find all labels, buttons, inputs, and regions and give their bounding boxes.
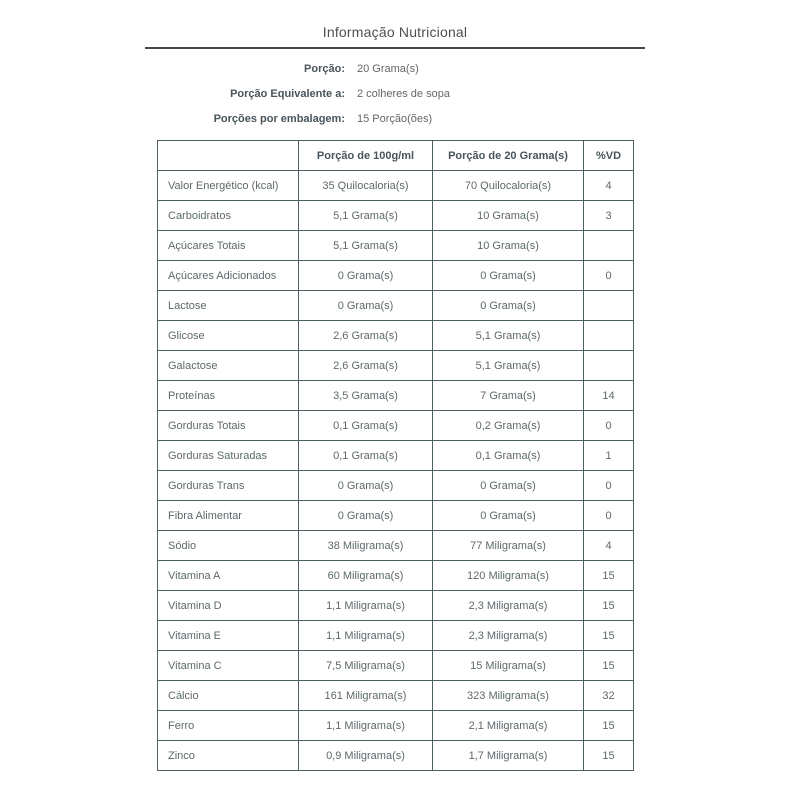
nutrient-name-cell: Proteínas [158,381,299,411]
table-row [158,651,634,681]
nutrient-name-cell: Zinco [158,741,299,771]
nutrient-name-cell: Vitamina A [158,561,299,591]
table-row [158,291,634,321]
table-row [158,351,634,381]
nutrient-value-cell: 15 [584,591,634,621]
nutrient-value-cell: 2,3 Miligrama(s) [433,621,584,651]
nutrient-value-cell: 5,1 Grama(s) [433,321,584,351]
nutrient-value-cell [584,351,634,381]
nutrient-value-cell: 15 [584,561,634,591]
nutrient-value-cell: 7,5 Miligrama(s) [299,651,433,681]
serving-row-equivalent [0,88,800,101]
nutrient-value-cell: 10 Grama(s) [433,231,584,261]
table-row [158,621,634,651]
nutrient-name-cell: Glicose [158,321,299,351]
nutrient-name-cell: Vitamina D [158,591,299,621]
table-row [158,501,634,531]
title-divider [145,47,645,49]
nutrient-name-cell: Carboidratos [158,201,299,231]
servings-per-package-label: Porções por embalagem: [213,113,345,125]
nutrient-value-cell: 15 [584,741,634,771]
nutrient-value-cell: 15 Miligrama(s) [433,651,584,681]
nutrient-value-cell [584,321,634,351]
nutrient-name-cell: Fibra Alimentar [158,501,299,531]
nutrient-value-cell: 0,1 Grama(s) [299,411,433,441]
nutrition-table [157,140,634,771]
nutrient-value-cell: 1,1 Miligrama(s) [299,621,433,651]
nutrient-value-cell: 1 [584,441,634,471]
table-row [158,591,634,621]
table-row [158,411,634,441]
nutrient-value-cell: 15 [584,651,634,681]
nutrient-value-cell: 1,1 Miligrama(s) [299,591,433,621]
nutrient-value-cell: 323 Miligrama(s) [433,681,584,711]
nutrient-name-cell: Gorduras Trans [158,471,299,501]
nutrient-value-cell: 0,9 Miligrama(s) [299,741,433,771]
nutrient-name-cell: Açúcares Adicionados [158,261,299,291]
nutrient-value-cell: 38 Miligrama(s) [299,531,433,561]
nutrient-value-cell: 0,2 Grama(s) [433,411,584,441]
nutrient-value-cell: 0 Grama(s) [433,261,584,291]
nutrient-value-cell: 0 [584,471,634,501]
serving-equivalent-label: Porção Equivalente a: [230,88,345,100]
nutrient-value-cell: 2,1 Miligrama(s) [433,711,584,741]
table-row [158,171,634,201]
column-header-per-100g: Porção de 100g/ml [299,141,433,171]
nutrient-value-cell: 0 [584,501,634,531]
nutrition-table-body [158,171,634,771]
nutrient-value-cell: 0 Grama(s) [299,291,433,321]
serving-portion-value: 20 Grama(s) [357,63,419,75]
nutrient-value-cell: 1,1 Miligrama(s) [299,711,433,741]
serving-row-per-package [0,113,800,126]
page-title: Informação Nutricional [322,24,468,40]
nutrient-value-cell: 15 [584,711,634,741]
nutrient-value-cell: 3,5 Grama(s) [299,381,433,411]
nutrient-name-cell: Vitamina C [158,651,299,681]
nutrient-name-cell: Gorduras Totais [158,411,299,441]
serving-row-portion [0,63,800,76]
nutrient-value-cell: 0 [584,261,634,291]
table-row [158,711,634,741]
table-row [158,561,634,591]
nutrient-value-cell: 60 Miligrama(s) [299,561,433,591]
column-header-daily-value: %VD [584,141,634,171]
nutrient-value-cell: 0,1 Grama(s) [433,441,584,471]
nutrient-name-cell: Ferro [158,711,299,741]
servings-per-package-value: 15 Porção(ões) [357,113,433,125]
nutrient-value-cell: 2,6 Grama(s) [299,321,433,351]
serving-info [0,63,800,126]
nutrient-value-cell: 3 [584,201,634,231]
nutrient-value-cell: 0 Grama(s) [299,471,433,501]
table-row [158,321,634,351]
table-row [158,261,634,291]
column-header-nutrient [158,141,299,171]
nutrient-value-cell [584,291,634,321]
serving-equivalent-value: 2 colheres de sopa [357,88,450,100]
column-header-per-serving: Porção de 20 Grama(s) [433,141,584,171]
nutrient-name-cell: Lactose [158,291,299,321]
table-row [158,741,634,771]
table-row [158,681,634,711]
nutrition-table-head [158,141,634,171]
nutrient-value-cell: 5,1 Grama(s) [433,351,584,381]
nutrient-value-cell: 161 Miligrama(s) [299,681,433,711]
nutrient-value-cell: 0 Grama(s) [299,501,433,531]
table-row [158,471,634,501]
nutrient-name-cell: Valor Energético (kcal) [158,171,299,201]
nutrient-name-cell: Sódio [158,531,299,561]
nutrient-value-cell: 120 Miligrama(s) [433,561,584,591]
header-block [145,0,645,49]
nutrient-name-cell: Gorduras Saturadas [158,441,299,471]
nutrient-name-cell: Vitamina E [158,621,299,651]
nutrient-value-cell: 10 Grama(s) [433,201,584,231]
table-header-row [158,141,634,171]
nutrient-value-cell: 15 [584,621,634,651]
nutrient-value-cell: 0 [584,411,634,441]
nutrient-value-cell: 0 Grama(s) [433,471,584,501]
table-row [158,201,634,231]
table-row [158,381,634,411]
nutrient-name-cell: Açúcares Totais [158,231,299,261]
nutrient-value-cell: 0 Grama(s) [299,261,433,291]
nutrient-value-cell: 14 [584,381,634,411]
nutrient-value-cell: 70 Quilocaloria(s) [433,171,584,201]
table-row [158,441,634,471]
nutrient-value-cell: 32 [584,681,634,711]
nutrient-value-cell [584,231,634,261]
nutrient-name-cell: Galactose [158,351,299,381]
nutrient-value-cell: 2,6 Grama(s) [299,351,433,381]
nutrient-value-cell: 35 Quilocaloria(s) [299,171,433,201]
nutrient-value-cell: 7 Grama(s) [433,381,584,411]
table-row [158,231,634,261]
nutrient-value-cell: 77 Miligrama(s) [433,531,584,561]
nutrient-value-cell: 2,3 Miligrama(s) [433,591,584,621]
serving-portion-label: Porção: [304,63,345,75]
nutrient-value-cell: 0 Grama(s) [433,291,584,321]
nutrient-value-cell: 5,1 Grama(s) [299,201,433,231]
nutrient-value-cell: 0 Grama(s) [433,501,584,531]
nutrient-value-cell: 4 [584,531,634,561]
nutrient-name-cell: Cálcio [158,681,299,711]
table-row [158,531,634,561]
nutrient-value-cell: 0,1 Grama(s) [299,441,433,471]
nutrient-value-cell: 5,1 Grama(s) [299,231,433,261]
nutrient-value-cell: 1,7 Miligrama(s) [433,741,584,771]
nutrient-value-cell: 4 [584,171,634,201]
